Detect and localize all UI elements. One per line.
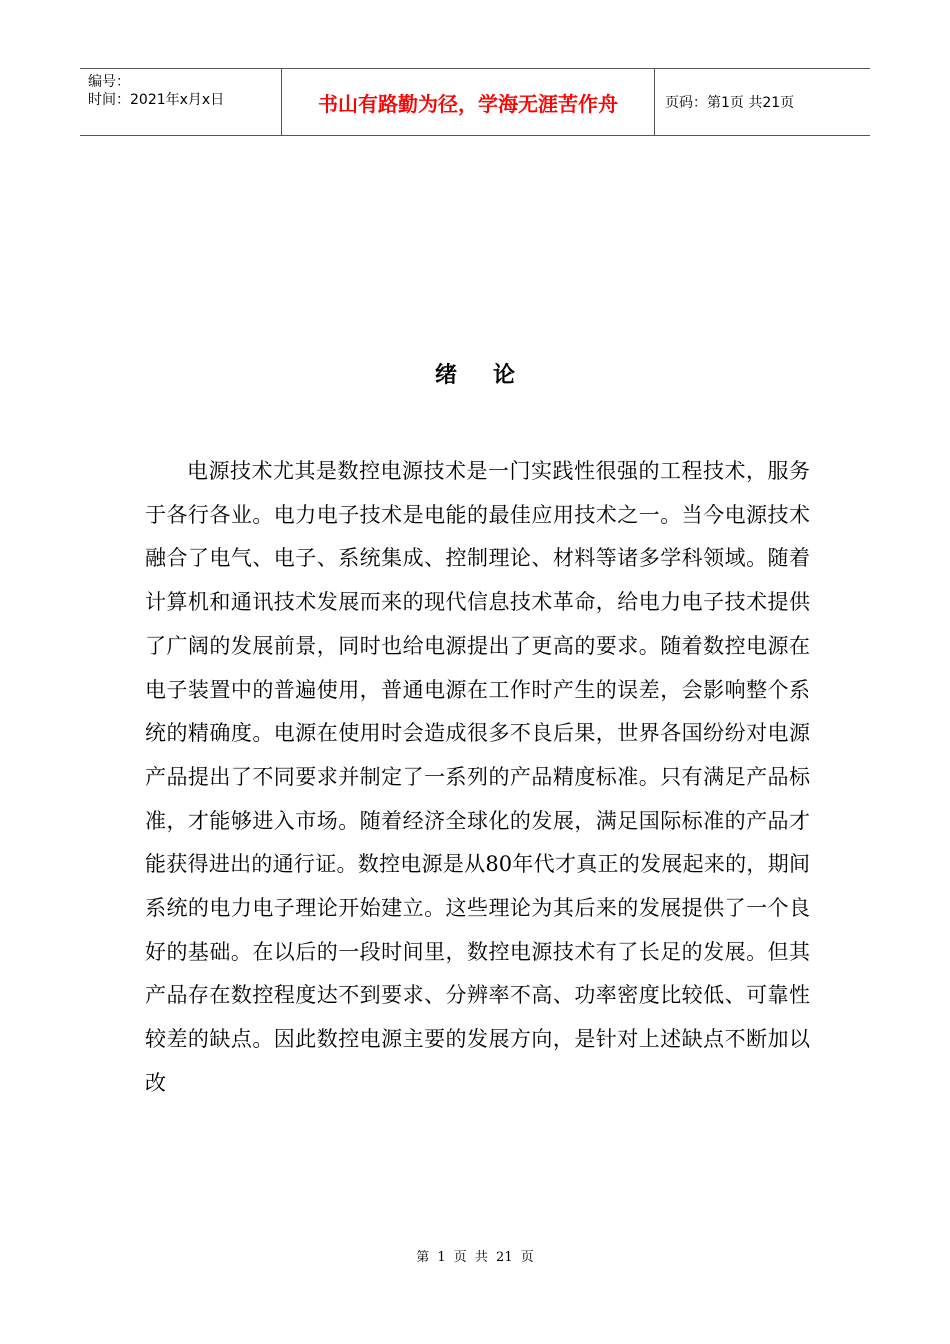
header-table: [80, 68, 870, 136]
body-paragraph: 电源技术尤其是数控电源技术是一门实践性很强的工程技术，服务于各行各业。电力电子技术是电能的最佳应用技术之一。当今电源技术融合了电气、电子、系统集成、控制理论、材料等诸多学科领域。随着计算机和通讯技术发展而来的现代信息技术革命，给电力电子技术提供了广阔的发展前景，同时也给电源提出了更高的要求。随着数控电源在电子装置中的普遍使用，普通电源在工作时产生的误差，会影响整个系统的精确度。电源在使用时会造成很多不良后果，世界各国纷纷对电源产品提出了不同要求并制定了一系列的产品精度标准。只有满足产品标准，才能够进入市场。随着经济全球化的发展，满足国际标准的产品才能获得进出的通行证。数控电源是从80年代才真正的发展起来的，期间系统的电力电子理论开始建立。这些理论为其后来的发展提供了一个良好的基础。在以后的一段时间里，数控电源技术有了长足的发展。但其产品存在数控程度达不到要求、分辨率不高、功率密度比较低、可靠性较差的缺点。因此数控电源主要的发展方向，是针对上述缺点不断加以改: [145, 459, 810, 1095]
header-page-cell: [655, 69, 870, 135]
document-number-label: 编号：: [88, 74, 130, 90]
page-footer: 第 1 页 共 21 页: [416, 1250, 534, 1265]
document-time-label: 时间：2021年x月x日: [88, 92, 225, 108]
header-meta-cell: [80, 69, 282, 135]
header-motto-cell: [282, 69, 655, 135]
header-page-info: 页码：第1页 共21页: [665, 95, 795, 111]
header-motto: 书山有路勤为径，学海无涯苦作舟: [318, 91, 618, 116]
document-title: 绪论: [434, 362, 551, 388]
